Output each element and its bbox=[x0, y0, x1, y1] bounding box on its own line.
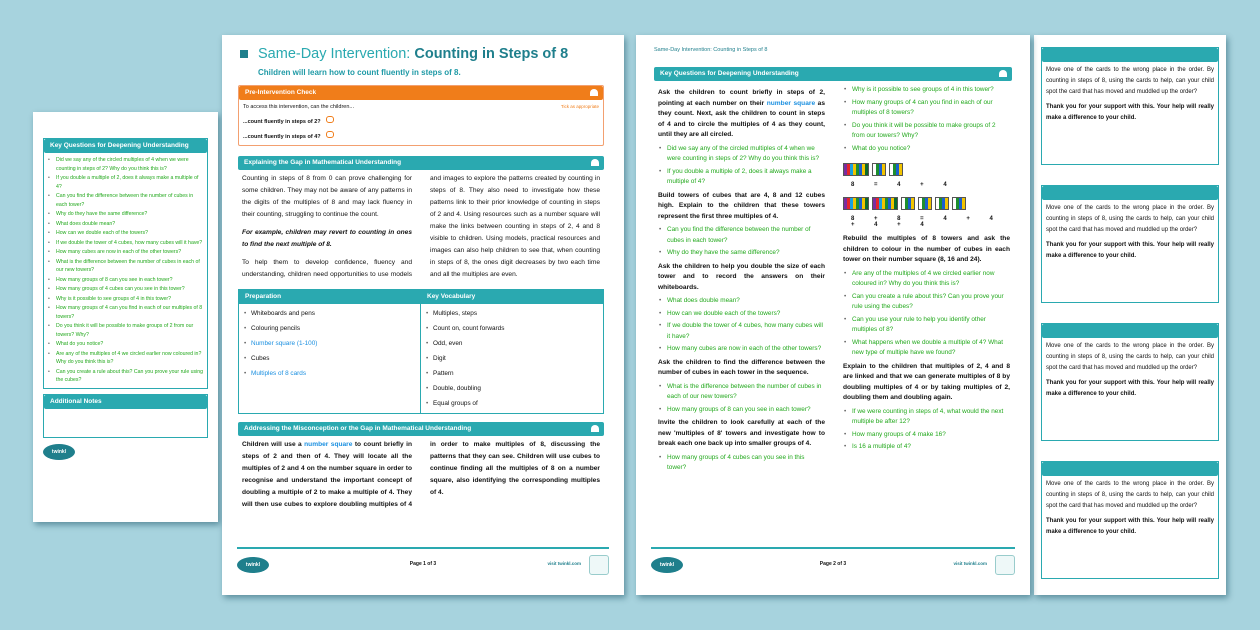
quality-badge-icon bbox=[995, 555, 1015, 575]
list-item: • Odd, even bbox=[425, 336, 599, 351]
vocabulary-header: Key Vocabulary bbox=[421, 290, 603, 304]
key-questions-header: Key Questions for Deepening Understanding bbox=[660, 70, 799, 77]
number-square-link[interactable]: number square bbox=[766, 99, 816, 107]
list-item: • What is the difference between the number of cubes in each of our new towers? bbox=[658, 382, 825, 403]
list-item[interactable]: • Multiples of 8 cards bbox=[243, 366, 416, 381]
list-item: • Did we say any of the circled multiples of 4 when we were counting in steps of 2? Why do you think this is? bbox=[658, 144, 825, 165]
box-thanks: Thank you for your support with this. Your help will really make a difference to your child. bbox=[1046, 242, 1214, 259]
box-thanks: Thank you for your support with this. Your help will really make a difference to your child. bbox=[1046, 518, 1214, 535]
list-item: • Why is it possible to see groups of 4 in this tower? bbox=[843, 85, 1010, 96]
list-item: • Double, doubling bbox=[425, 381, 599, 396]
list-item: • Can you create a rule about this? Can you prove your rule using the cubes? bbox=[843, 292, 1010, 313]
list-item: • Why do they have the same difference? bbox=[658, 248, 825, 259]
paragraph: Explain to the children that multiples of 2, 4 and 8 are linked and that we can generate multiples of 8 by doubling multiples of 4 or by taking multiples of 2, doubling them and doubling again. bbox=[843, 362, 1010, 401]
page-3-questions-summary bbox=[33, 112, 218, 522]
tower-label: 8 + 8 = 4 + 4 + 4 + 4 bbox=[851, 216, 1002, 228]
list-item: • What does double mean? bbox=[47, 220, 204, 229]
list-item: • Digit bbox=[425, 351, 599, 366]
box-text: Move one of the cards to the wrong place in the order. By counting in steps of 8, using the cards to help, can your child spot the card that has moved and muddled up the order? bbox=[1046, 343, 1214, 371]
cube-tower bbox=[872, 197, 898, 210]
list-item: • Do you think it will be possible to make groups of 2 from our towers? Why? bbox=[843, 121, 1010, 142]
list-item: • Colouring pencils bbox=[243, 321, 416, 336]
list-item: • Multiples, steps bbox=[425, 306, 599, 321]
list-item: • Count on, count forwards bbox=[425, 321, 599, 336]
list-item: • What happens when we double a multiple of 4? What new type of multiple have we found? bbox=[843, 338, 1010, 359]
parent-sheet-box bbox=[1041, 185, 1219, 303]
title-bold: Counting in Steps of 8 bbox=[414, 46, 569, 62]
list-item: • How many groups of 4 cubes can you see in this tower? bbox=[658, 453, 825, 474]
cube-tower bbox=[952, 197, 966, 210]
box-text: Move one of the cards to the wrong place in the order. By counting in steps of 8, using the cards to help, can your child spot the card that has moved and muddled up the order? bbox=[1046, 205, 1214, 233]
pre-intervention-check bbox=[238, 85, 604, 146]
paragraph: Ask the children to find the difference between the number of cubes in each tower in the sequence. bbox=[658, 358, 825, 376]
paragraph: Invite the children to look carefully at each of the new 'multiples of 8' towers and investigate how to break each one back up into smaller groups of 4. bbox=[658, 419, 825, 447]
paragraph: Counting in steps of 8 from 0 can prove challenging for some children. They may not be aware of any patterns in the digits of the multiples of 8 and may lack fluency in their counting, struggling to continue the count. bbox=[242, 175, 412, 218]
list-item: • Pattern bbox=[425, 366, 599, 381]
quality-badge-icon bbox=[589, 555, 609, 575]
preparation-header: Preparation bbox=[239, 290, 420, 304]
list-item: • How many groups of 4 can you find in each of our multiples of 8 towers? bbox=[843, 98, 1010, 119]
title-square-icon bbox=[240, 50, 248, 58]
parent-sheet-box bbox=[1041, 461, 1219, 579]
addressing-header: Addressing the Misconception or the Gap in Mathematical Understanding bbox=[244, 425, 472, 432]
tick-note: Tick as appropriate bbox=[560, 104, 599, 109]
cube-tower bbox=[843, 163, 869, 176]
cube-tower bbox=[889, 163, 903, 176]
list-item: • How many cubes are now in each of the other towers? bbox=[47, 248, 204, 257]
list-item: • Did we say any of the circled multiples of 4 when we were counting in steps of 2? Why do you think this is? bbox=[47, 156, 204, 173]
list-item: • Equal groups of bbox=[425, 396, 599, 411]
list-item: • How can we double each of the towers? bbox=[47, 229, 204, 238]
list-item: • Are any of the multiples of 4 we circled earlier now coloured in? Why do you think this is? bbox=[843, 269, 1010, 290]
box-header bbox=[1042, 48, 1218, 62]
paragraph: To help them to develop confidence, fluency and understanding, children need opportunities to use models and images to explore the patterns created by counting in steps of 8. They also need to investigate how these patterns link to their prior knowledge of counting in steps of 2 and 4. Using resources such as a number square will make the links between counting in steps of 2, 4 and 8 visible to children. Using models, practical resources and images can also help children to see that, when counting in steps of 8, the ones digit decreases by two each time and all the multiples are even. bbox=[242, 175, 600, 278]
pre-check-header: Pre-Intervention Check bbox=[245, 89, 317, 96]
cube-tower bbox=[901, 197, 915, 210]
left-column bbox=[658, 85, 825, 476]
additional-notes-header: Additional Notes bbox=[44, 395, 207, 409]
list-item: • Do you think it will be possible to make groups of 2 from our towers? Why? bbox=[47, 322, 204, 339]
list-item: • Why do they have the same difference? bbox=[47, 210, 204, 219]
page-number: Page 1 of 3 bbox=[409, 561, 437, 567]
page-2 bbox=[636, 35, 1030, 595]
cube-towers-diagram bbox=[843, 162, 1010, 228]
box-header bbox=[1042, 324, 1218, 338]
list-item: • Whiteboards and pens bbox=[243, 306, 416, 321]
page-title bbox=[258, 46, 568, 62]
list-item: • If you double a multiple of 2, does it always make a multiple of 4? bbox=[658, 167, 825, 188]
preparation-vocabulary-table bbox=[238, 289, 604, 414]
right-column bbox=[843, 85, 1010, 455]
list-item: • Can you create a rule about this? Can you prove your rule using the cubes? bbox=[47, 368, 204, 385]
example-paragraph: For example, children may revert to counting in ones to find the next multiple of 8. bbox=[242, 229, 412, 248]
pre-check-item: ...count fluently in steps of 4? bbox=[243, 131, 599, 140]
page-1 bbox=[222, 35, 624, 595]
list-item: • What is the difference between the number of cubes in each of our new towers? bbox=[47, 258, 204, 275]
parent-sheet-box bbox=[1041, 323, 1219, 441]
list-item: • How many groups of 4 make 16? bbox=[843, 430, 1010, 441]
visit-link[interactable]: visit twinkl.com bbox=[953, 561, 987, 566]
box-header bbox=[1042, 462, 1218, 476]
title-light: Same-Day Intervention: bbox=[258, 46, 415, 62]
cube-tower bbox=[843, 197, 869, 210]
box-text: Move one of the cards to the wrong place in the order. By counting in steps of 8, using the cards to help, can your child spot the card that has moved and muddled up the order? bbox=[1046, 67, 1214, 95]
tower-label: 8 = 4 + 4 bbox=[851, 182, 956, 188]
list-item: • Why is it possible to see groups of 4 in this tower? bbox=[47, 295, 204, 304]
tick-box[interactable] bbox=[326, 116, 334, 123]
visit-link[interactable]: visit twinkl.com bbox=[547, 561, 581, 566]
box-text: Move one of the cards to the wrong place in the order. By counting in steps of 8, using the cards to help, can your child spot the card that has moved and muddled up the order? bbox=[1046, 481, 1214, 509]
twinkl-logo: twinkl bbox=[651, 557, 683, 573]
box-thanks: Thank you for your support with this. Your help will really make a difference to your child. bbox=[1046, 104, 1214, 121]
list-item: • What do you notice? bbox=[47, 340, 204, 349]
list-item: • If we double the tower of 4 cubes, how many cubes will it have? bbox=[658, 321, 825, 342]
list-item: • How many groups of 4 can you find in each of our multiples of 8 towers? bbox=[47, 304, 204, 321]
paragraph: Ask the children to count briefly in steps of 2, pointing at each number on their number square as they count. Next, ask the children to count in steps of 4 and to circle the multiples of 4 as they count, until they are all circled. bbox=[658, 89, 825, 138]
list-item: • What does double mean? bbox=[658, 296, 825, 307]
parent-sheet-box bbox=[1041, 47, 1219, 165]
tick-box[interactable] bbox=[326, 131, 334, 138]
addressing-text: Children will use a number square to count briefly in steps of 2 and then of 4. They will locate all the multiples of 2 and 4 on the number square in order to recognise and understand the important concept of doubling a multiple of 2 to make a multiple of 4. They will then use cubes to explore doubling multiples of 4 in order to make multiples of 8, discussing the patterns that they can see. Children will use cubes to continue finding all the multiples of 8 on a number square, also identifying the corresponding multiples of 4. bbox=[242, 441, 600, 508]
list-item: • How can we double each of the towers? bbox=[658, 309, 825, 320]
cube-tower bbox=[918, 197, 932, 210]
list-item: • How many groups of 8 can you see in each tower? bbox=[47, 276, 204, 285]
page-footer bbox=[237, 547, 609, 577]
section-header: Key Questions for Deepening Understanding bbox=[44, 139, 207, 153]
explaining-header: Explaining the Gap in Mathematical Understanding bbox=[244, 159, 402, 166]
list-item: • Is 16 a multiple of 4? bbox=[843, 442, 1010, 453]
list-item: • How many cubes are now in each of the other towers? bbox=[658, 344, 825, 355]
list-item: • Are any of the multiples of 4 we circled earlier now coloured in? Why do you think this is? bbox=[47, 350, 204, 367]
box-thanks: Thank you for your support with this. Your help will really make a difference to your child. bbox=[1046, 380, 1214, 397]
number-square-link[interactable]: number square bbox=[304, 441, 353, 448]
list-item: • How many groups of 4 cubes can you see in this tower? bbox=[47, 285, 204, 294]
page-subtitle: Children will learn how to count fluently in steps of 8. bbox=[258, 68, 461, 77]
list-item: • Can you use your rule to help you identify other multiples of 8? bbox=[843, 315, 1010, 336]
list-item: • If we were counting in steps of 4, what would the next multiple be after 12? bbox=[843, 407, 1010, 428]
page-footer bbox=[651, 547, 1015, 577]
paragraph: Rebuild the multiples of 8 towers and ask the children to colour in the number of cubes in each tower on their number square (8, 16 and 24). bbox=[843, 235, 1010, 263]
page-number: Page 2 of 3 bbox=[819, 561, 847, 567]
pre-check-item: ...count fluently in steps of 2? bbox=[243, 116, 599, 125]
list-item[interactable]: • Number square (1-100) bbox=[243, 336, 416, 351]
list-item: • How many groups of 8 can you see in each tower? bbox=[658, 405, 825, 416]
list-item: • If you double a multiple of 2, does it always make a multiple of 4? bbox=[47, 174, 204, 191]
cube-tower bbox=[935, 197, 949, 210]
list-item: • Can you find the difference between the number of cubes in each tower? bbox=[658, 225, 825, 246]
paragraph: Ask the children to help you double the size of each tower and to record the answers on their whiteboards. bbox=[658, 262, 825, 291]
list-item: • Cubes bbox=[243, 351, 416, 366]
list-item: • Can you find the difference between the number of cubes in each tower? bbox=[47, 192, 204, 209]
page-3-parent-sheets bbox=[1034, 35, 1226, 595]
list-item: • What do you notice? bbox=[843, 144, 1010, 155]
box-header bbox=[1042, 186, 1218, 200]
twinkl-logo: twinkl bbox=[237, 557, 269, 573]
cube-tower bbox=[872, 163, 886, 176]
paragraph: Build towers of cubes that are 4, 8 and 12 cubes high. Explain to the children that these towers represent the first three multiples of 4. bbox=[658, 191, 825, 220]
list-item: • If we double the tower of 4 cubes, how many cubes will it have? bbox=[47, 239, 204, 248]
twinkl-logo: twinkl bbox=[43, 444, 75, 460]
running-head: Same-Day Intervention: Counting in Steps of 8 bbox=[654, 47, 768, 53]
pre-check-intro: To access this intervention, can the children... bbox=[243, 104, 354, 110]
